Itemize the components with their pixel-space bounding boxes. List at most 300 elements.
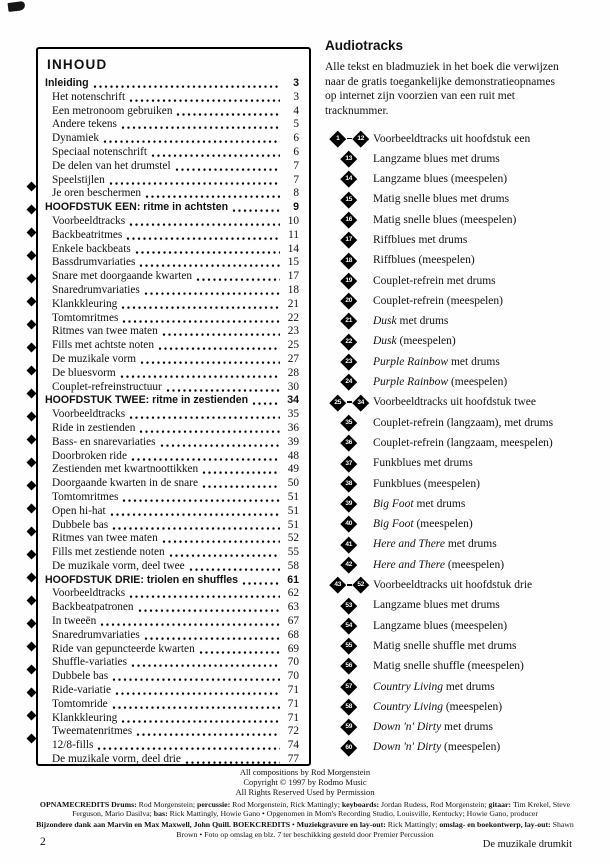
toc-page-number: 3 bbox=[293, 90, 299, 103]
dot-leader bbox=[136, 725, 280, 739]
credit-segment: BOEKCREDITS bbox=[232, 820, 291, 830]
dot-leader bbox=[139, 422, 280, 436]
toc-page-number: 71 bbox=[287, 711, 299, 724]
track-icon-group bbox=[325, 275, 373, 287]
track-icon-group bbox=[325, 559, 373, 571]
toc-entry-label: Tomtomritmes bbox=[52, 490, 119, 503]
toc-entry-label: Klankkleuring bbox=[52, 711, 118, 724]
track-number-diamond-icon bbox=[341, 171, 357, 187]
track-icon-group bbox=[325, 234, 373, 246]
toc-entry-label: Ritmes van twee maten bbox=[52, 532, 158, 545]
track-icon-group bbox=[325, 356, 373, 368]
track-number-diamond-icon bbox=[341, 658, 357, 674]
dot-leader bbox=[129, 408, 280, 422]
toc-page-number: 10 bbox=[287, 214, 299, 227]
track-icon-group bbox=[325, 681, 373, 693]
margin-diamond-icon bbox=[27, 527, 37, 537]
toc-page-number: 36 bbox=[287, 421, 299, 434]
toc-entry bbox=[45, 532, 299, 546]
toc-entry bbox=[45, 229, 299, 243]
track-row bbox=[325, 413, 589, 433]
track-label: Couplet-refrein (langzaam, meespelen) bbox=[373, 436, 553, 449]
toc-entry-label: De muzikale vorm, deel twee bbox=[52, 559, 185, 572]
margin-diamond-icon bbox=[27, 343, 37, 353]
toc-entry-label: Dubbele bas bbox=[52, 670, 109, 683]
track-label: Riffblues met drums bbox=[373, 234, 468, 246]
track-icon-group bbox=[325, 214, 373, 226]
track-number: 60 bbox=[345, 743, 353, 751]
track-number: 16 bbox=[345, 216, 353, 224]
track-number: 43 bbox=[334, 581, 342, 589]
range-dash-icon bbox=[347, 584, 352, 586]
dot-leader bbox=[199, 643, 280, 657]
toc-page-number: 50 bbox=[287, 477, 299, 490]
credit-segment: gitaar: bbox=[488, 799, 514, 809]
track-icon-group bbox=[325, 701, 373, 713]
toc-entry bbox=[45, 381, 299, 395]
track-icon-group bbox=[325, 336, 373, 348]
dot-leader bbox=[131, 450, 280, 464]
toc-page-number: 70 bbox=[287, 656, 299, 669]
track-icon-group bbox=[325, 315, 373, 327]
dot-leader bbox=[145, 187, 280, 201]
track-number: 25 bbox=[334, 398, 342, 406]
track-label: Matig snelle blues met drums bbox=[373, 193, 510, 206]
dot-leader bbox=[242, 574, 280, 588]
track-icon-group bbox=[325, 742, 373, 754]
track-number-diamond-icon bbox=[341, 313, 357, 329]
toc-entry-label: Bassdrumvariaties bbox=[52, 256, 136, 269]
track-number-diamond-icon bbox=[341, 516, 357, 532]
track-number: 57 bbox=[345, 683, 353, 691]
toc-entry bbox=[45, 463, 299, 477]
track-number: 1 bbox=[336, 135, 340, 143]
toc-entry-label: Het notenschrift bbox=[52, 90, 126, 103]
track-icon-group bbox=[325, 518, 373, 530]
dot-leader bbox=[176, 105, 280, 119]
toc-page-number: 18 bbox=[287, 283, 299, 296]
toc-entry-label: Tweematenritmes bbox=[52, 725, 133, 738]
track-icon-group bbox=[325, 437, 373, 449]
dot-leader bbox=[135, 243, 280, 257]
toc-entry bbox=[45, 670, 299, 684]
dot-leader bbox=[169, 546, 280, 560]
track-number: 42 bbox=[345, 561, 353, 569]
track-number-diamond-icon bbox=[341, 333, 357, 349]
track-row bbox=[325, 291, 589, 311]
toc-entry bbox=[45, 615, 299, 629]
track-number-diamond-icon bbox=[352, 130, 368, 146]
track-icon-group bbox=[325, 539, 373, 551]
track-row bbox=[325, 250, 589, 270]
track-number-diamond-icon bbox=[330, 394, 346, 410]
track-row bbox=[325, 555, 589, 575]
track-number: 39 bbox=[345, 500, 353, 508]
credits-block bbox=[30, 768, 580, 839]
track-number: 15 bbox=[345, 195, 353, 203]
credit-segment: Muziekgravure en lay-out: bbox=[296, 820, 388, 830]
dot-leader bbox=[131, 656, 280, 670]
track-number: 53 bbox=[345, 601, 353, 609]
toc-entry bbox=[45, 519, 299, 533]
track-icon-group bbox=[325, 620, 373, 632]
track-number-diamond-icon bbox=[352, 394, 368, 410]
toc-entry bbox=[45, 353, 299, 367]
toc-page-number: 48 bbox=[287, 449, 299, 462]
track-number: 36 bbox=[345, 439, 353, 447]
toc-entry-label: Snaredrumvariaties bbox=[52, 628, 140, 641]
toc-entry-label: Tomtomride bbox=[52, 697, 108, 710]
dot-leader bbox=[151, 146, 280, 160]
dot-leader bbox=[140, 353, 280, 367]
toc-entry bbox=[45, 477, 299, 491]
dot-leader bbox=[138, 601, 280, 615]
track-number-diamond-icon bbox=[341, 374, 357, 390]
page-number: 2 bbox=[40, 836, 46, 848]
track-number: 35 bbox=[345, 419, 353, 427]
track-row bbox=[325, 636, 589, 656]
track-row bbox=[325, 473, 589, 493]
track-number-diamond-icon bbox=[330, 130, 346, 146]
toc-entry-label: Dynamiek bbox=[52, 132, 100, 145]
toc-page-number: 70 bbox=[287, 670, 299, 683]
track-row bbox=[325, 494, 589, 514]
toc-page-number: 51 bbox=[287, 490, 299, 503]
toc-entry-label: Open hi-hat bbox=[52, 504, 106, 517]
range-dash-icon bbox=[347, 401, 352, 403]
toc-box bbox=[36, 47, 311, 766]
margin-diamond-icon bbox=[27, 435, 37, 445]
toc-entry bbox=[45, 187, 299, 201]
toc-entry bbox=[45, 215, 299, 229]
toc-page-number: 71 bbox=[287, 684, 299, 697]
track-number: 19 bbox=[345, 277, 353, 285]
dot-leader bbox=[202, 463, 280, 477]
toc-entry-label: Ritmes van twee maten bbox=[52, 325, 158, 338]
track-number-diamond-icon bbox=[341, 151, 357, 167]
dot-leader bbox=[189, 560, 280, 574]
toc-entry bbox=[45, 394, 299, 408]
dot-leader bbox=[166, 381, 280, 395]
toc-entry-label: Tomtomritmes bbox=[52, 311, 119, 324]
track-label: Voorbeeldtracks uit hoofdstuk twee bbox=[373, 396, 536, 409]
toc-page-number: 55 bbox=[287, 546, 299, 559]
dot-leader bbox=[110, 505, 280, 519]
toc-page-number: 23 bbox=[287, 325, 299, 338]
track-number-diamond-icon bbox=[341, 557, 357, 573]
track-number-diamond-icon bbox=[341, 293, 357, 309]
toc-entry-label: Inleiding bbox=[45, 77, 89, 89]
track-icon-group bbox=[325, 600, 373, 612]
track-number: 40 bbox=[345, 520, 353, 528]
track-row bbox=[325, 433, 589, 453]
toc-page-number: 7 bbox=[293, 159, 299, 172]
toc-page-number: 9 bbox=[293, 201, 299, 214]
dot-leader bbox=[115, 684, 280, 698]
dot-leader bbox=[103, 132, 280, 146]
track-row bbox=[325, 352, 589, 372]
toc-entry bbox=[45, 91, 299, 105]
track-row bbox=[325, 128, 589, 148]
track-number: 34 bbox=[356, 398, 364, 406]
toc-entry-label: Shuffle-variaties bbox=[52, 656, 128, 669]
toc-page-number: 63 bbox=[287, 601, 299, 614]
toc-page-number: 27 bbox=[287, 352, 299, 365]
credit-segment: keyboards: bbox=[341, 799, 382, 809]
credit-segment: OPNAMECREDITS bbox=[39, 799, 112, 809]
toc-page-number: 11 bbox=[288, 228, 299, 241]
margin-diamond-icon bbox=[27, 274, 37, 284]
dot-leader bbox=[93, 77, 280, 91]
toc-entry bbox=[45, 132, 299, 146]
dot-leader bbox=[112, 519, 280, 533]
toc-entry-label: Snare met doorgaande kwarten bbox=[52, 270, 193, 283]
track-label: Funkblues (meespelen) bbox=[373, 477, 480, 490]
track-icon-group bbox=[325, 376, 373, 388]
toc-entry bbox=[45, 243, 299, 257]
margin-diamond-icon bbox=[27, 734, 37, 744]
track-row bbox=[325, 616, 589, 636]
toc-entry bbox=[45, 601, 299, 615]
track-icon-group bbox=[325, 194, 373, 206]
toc-entry bbox=[45, 587, 299, 601]
credit-segment: • bbox=[290, 820, 297, 830]
track-number-diamond-icon bbox=[341, 719, 357, 735]
track-row bbox=[325, 230, 589, 250]
track-row bbox=[325, 189, 589, 209]
track-label: Dusk met drums bbox=[373, 315, 449, 328]
toc-entry-label: Voorbeeldtracks bbox=[52, 587, 126, 600]
toc-entry bbox=[45, 174, 299, 188]
toc-page-number: 69 bbox=[287, 642, 299, 655]
track-number-diamond-icon bbox=[341, 415, 357, 431]
track-number-diamond-icon bbox=[341, 232, 357, 248]
toc-entry bbox=[45, 436, 299, 450]
toc-page-number: 6 bbox=[293, 132, 299, 145]
toc-page-number: 68 bbox=[287, 628, 299, 641]
dot-leader bbox=[175, 160, 280, 174]
credit-segment: percussie: bbox=[197, 799, 233, 809]
dot-leader bbox=[196, 270, 280, 284]
toc-entry-label: Enkele backbeats bbox=[52, 242, 131, 255]
dot-leader bbox=[162, 532, 280, 546]
margin-diamond-icon bbox=[27, 481, 37, 491]
toc-entry bbox=[45, 739, 299, 753]
book-credits bbox=[30, 820, 580, 839]
toc-entry-label: Zestienden met kwartnoottikken bbox=[52, 463, 199, 476]
book-title: De muzikale drumkit bbox=[482, 839, 572, 850]
track-number: 17 bbox=[345, 236, 353, 244]
track-number: 55 bbox=[345, 642, 353, 650]
track-row bbox=[325, 514, 589, 534]
toc-entry-label: Je oren beschermen bbox=[52, 187, 142, 200]
toc-page-number: 52 bbox=[287, 532, 299, 545]
track-row bbox=[325, 331, 589, 351]
track-label: Couplet-refrein (langzaam), met drums bbox=[373, 416, 554, 429]
margin-diamond-icon bbox=[27, 504, 37, 514]
track-icon-group bbox=[325, 173, 373, 185]
track-icon-group bbox=[325, 579, 373, 591]
toc-page-number: 67 bbox=[287, 615, 299, 628]
credit-segment: Rick Mattingly, Howie Gano • Opgenomen in Mom's Recording Studio, Louisville, Kentucky; Howie Gano, producer bbox=[169, 809, 538, 819]
track-label: Langzame blues met drums bbox=[373, 152, 500, 165]
dot-leader bbox=[202, 477, 280, 491]
track-label: Big Foot (meespelen) bbox=[373, 518, 473, 531]
dot-leader bbox=[129, 587, 280, 601]
track-row bbox=[325, 392, 589, 412]
toc-entry-label: Een metronoom gebruiken bbox=[52, 104, 173, 117]
margin-diamond-icon bbox=[27, 182, 37, 192]
track-number: 12 bbox=[356, 135, 364, 143]
toc-entry-label: Ride-variatie bbox=[52, 684, 111, 697]
toc-entry bbox=[45, 560, 299, 574]
credit-segment: omslag- en boekontwerp, lay-out: bbox=[439, 820, 553, 830]
toc-entry-label: Voorbeeldtracks bbox=[52, 408, 126, 421]
toc-title: INHOUD bbox=[47, 57, 108, 72]
dot-leader bbox=[252, 394, 280, 408]
track-number: 41 bbox=[345, 540, 353, 548]
toc-page-number: 17 bbox=[287, 270, 299, 283]
credit-segment: Shawn Brown • Foto op omslag en blz. 7 ter beschikking gesteld door Premier Percussion bbox=[176, 820, 574, 839]
track-label: Riffblues (meespelen) bbox=[373, 254, 475, 267]
credit-segment: Jordan Rudess, Rod Morgenstein; bbox=[381, 799, 489, 809]
toc-page-number: 35 bbox=[287, 408, 299, 421]
track-row bbox=[325, 737, 589, 757]
credit-segment: Rod Morgenstein, Rick Mattingly; bbox=[232, 799, 342, 809]
toc-page-number: 28 bbox=[287, 366, 299, 379]
toc-page-number: 39 bbox=[287, 435, 299, 448]
track-number: 56 bbox=[345, 662, 353, 670]
dot-leader bbox=[121, 712, 280, 726]
track-number-diamond-icon bbox=[341, 191, 357, 207]
toc-entry bbox=[45, 422, 299, 436]
track-label: Country Living met drums bbox=[373, 680, 495, 693]
toc-entry-label: HOOFDSTUK EEN: ritme in achtsten bbox=[45, 201, 229, 214]
toc-page-number: 51 bbox=[287, 504, 299, 517]
track-number: 13 bbox=[345, 155, 353, 163]
track-row bbox=[325, 697, 589, 717]
track-row bbox=[325, 717, 589, 737]
track-label: Langzame blues met drums bbox=[373, 599, 500, 612]
track-number: 24 bbox=[345, 378, 353, 386]
toc-entry-label: HOOFDSTUK DRIE: triolen en shuffles bbox=[45, 573, 239, 586]
toc-entry-label: Dubbele bas bbox=[52, 518, 109, 531]
track-label: Down 'n' Dirty met drums bbox=[373, 721, 493, 734]
track-label: Here and There met drums bbox=[373, 538, 497, 551]
toc-page-number: 72 bbox=[287, 725, 299, 738]
dot-leader bbox=[129, 215, 280, 229]
toc-entry bbox=[45, 325, 299, 339]
toc-page-number: 4 bbox=[293, 104, 299, 117]
track-list bbox=[325, 128, 589, 757]
track-number-diamond-icon bbox=[341, 252, 357, 268]
toc-entry bbox=[45, 105, 299, 119]
track-label: Couplet-refrein met drums bbox=[373, 274, 496, 287]
track-icon-group bbox=[325, 295, 373, 307]
dot-leader bbox=[100, 615, 280, 629]
margin-diamond-icon bbox=[27, 665, 37, 675]
track-number-diamond-icon bbox=[341, 496, 357, 512]
toc-entry bbox=[45, 256, 299, 270]
margin-diamond-icon bbox=[27, 550, 37, 560]
toc-entry-label: Fills met achtste noten bbox=[52, 339, 154, 352]
track-label: Here and There (meespelen) bbox=[373, 558, 505, 571]
toc-entry bbox=[45, 698, 299, 712]
toc-page-number: 49 bbox=[287, 463, 299, 476]
track-number-diamond-icon bbox=[341, 354, 357, 370]
track-row bbox=[325, 169, 589, 189]
track-row bbox=[325, 372, 589, 392]
track-number-diamond-icon bbox=[341, 455, 357, 471]
toc-page-number: 34 bbox=[287, 394, 299, 407]
toc-page-number: 21 bbox=[287, 297, 299, 310]
track-number: 22 bbox=[345, 337, 353, 345]
margin-diamond-icon bbox=[27, 596, 37, 606]
toc-entry-label: Ride in zestienden bbox=[52, 421, 136, 434]
toc-entry bbox=[45, 491, 299, 505]
track-number-diamond-icon bbox=[341, 699, 357, 715]
dot-leader bbox=[109, 174, 280, 188]
dot-leader bbox=[158, 339, 280, 353]
dot-leader bbox=[97, 739, 280, 753]
track-icon-group bbox=[325, 153, 373, 165]
toc-page-number: 6 bbox=[293, 145, 299, 158]
track-row bbox=[325, 149, 589, 169]
toc-entry bbox=[45, 160, 299, 174]
track-label: Matig snelle shuffle met drums bbox=[373, 639, 517, 652]
track-icon-group bbox=[325, 255, 373, 267]
dot-leader bbox=[122, 491, 280, 505]
track-number: 58 bbox=[345, 703, 353, 711]
toc-entry bbox=[45, 367, 299, 381]
audiotracks-section bbox=[325, 38, 589, 758]
toc-entry-label: De muzikale vorm, deel drie bbox=[52, 753, 181, 766]
track-icon-group bbox=[325, 640, 373, 652]
dot-leader bbox=[162, 325, 280, 339]
toc-entry bbox=[45, 284, 299, 298]
track-number: 21 bbox=[345, 317, 353, 325]
toc-entry bbox=[45, 339, 299, 353]
track-row bbox=[325, 453, 589, 473]
recording-credits bbox=[30, 800, 580, 819]
track-row bbox=[325, 534, 589, 554]
track-label: Purple Rainbow met drums bbox=[373, 355, 500, 368]
track-number-diamond-icon bbox=[341, 536, 357, 552]
credit-segment: Bijzondere dank aan Marvin en Max Maxwell, John Quill. bbox=[36, 820, 233, 830]
toc-entry bbox=[45, 312, 299, 326]
track-icon-group bbox=[325, 660, 373, 672]
margin-diamond-icon bbox=[27, 412, 37, 422]
toc-entry bbox=[45, 656, 299, 670]
toc-page-number: 15 bbox=[287, 256, 299, 269]
track-row bbox=[325, 656, 589, 676]
track-label: Big Foot met drums bbox=[373, 497, 466, 510]
dot-leader bbox=[139, 256, 280, 270]
audiotracks-title: Audiotracks bbox=[325, 38, 404, 53]
margin-diamond-icon bbox=[27, 205, 37, 215]
dot-leader bbox=[112, 698, 280, 712]
toc-page-number: 30 bbox=[287, 380, 299, 393]
credit-segment: Tim Krekel, Steve Ferguson, Mario Dasilva; bbox=[72, 799, 571, 819]
dot-leader bbox=[112, 670, 280, 684]
track-label: Matig snelle blues (meespelen) bbox=[373, 213, 517, 226]
toc-entry-label: De muzikale vorm bbox=[52, 352, 137, 365]
track-icon-group bbox=[325, 417, 373, 429]
toc-entry-label: De delen van het drumstel bbox=[52, 159, 171, 172]
margin-diamond-icon bbox=[27, 458, 37, 468]
toc-entry-label: Klankkleuring bbox=[52, 297, 118, 310]
track-number: 37 bbox=[345, 459, 353, 467]
